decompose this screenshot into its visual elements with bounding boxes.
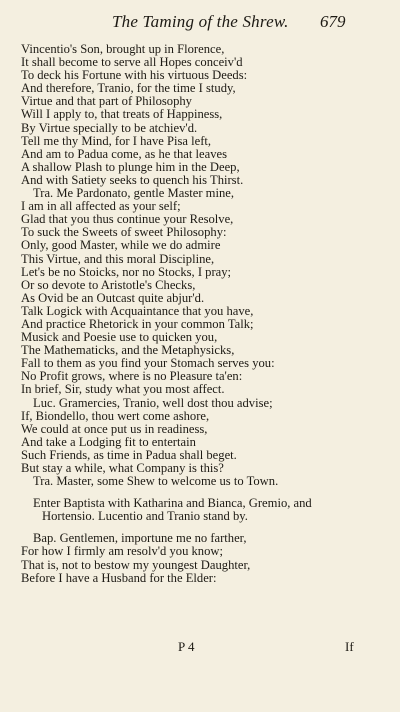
text-line: Fall to them as you find your Stomach serves you: — [21, 357, 275, 371]
text-line: For how I firmly am resolv'd you know; — [21, 545, 223, 559]
text-line: If, Biondello, thou wert come ashore, — [21, 409, 210, 423]
signature-mark: P 4 — [178, 639, 195, 654]
page-number: 679 — [320, 12, 346, 31]
text-line: Only, good Master, while we do admire — [21, 239, 221, 253]
text-line: To deck his Fortune with his virtuous Deeds: — [21, 69, 248, 83]
text-line: Talk Logick with Acquaintance that you have, — [21, 304, 254, 318]
text-line: It shall become to serve all Hopes conceiv'd — [21, 56, 243, 70]
text-line: I am in all affected as your self; — [21, 200, 181, 214]
running-title: The Taming of the Shrew. — [112, 12, 289, 31]
text-line: Will I apply to, that treats of Happiness, — [21, 108, 223, 122]
text-line: Such Friends, as time in Padua shall beget. — [21, 448, 237, 462]
stage-direction: Hortensio. Lucentio and Tranio stand by. — [42, 510, 248, 524]
text-line: And am to Padua come, as he that leaves — [21, 147, 227, 161]
text-line: A shallow Plash to plunge him in the Deep, — [21, 160, 240, 174]
text-line: Let's be no Stoicks, nor no Stocks, I pray; — [21, 265, 232, 279]
text-line: Tell me thy Mind, for I have Pisa left, — [21, 134, 212, 148]
text-line: Musick and Poesie use to quicken you, — [21, 331, 218, 345]
text-line: Glad that you thus continue your Resolve, — [21, 213, 234, 227]
text-line: Or so devote to Aristotle's Checks, — [21, 278, 196, 292]
text-line: And with Satiety seeks to quench his Thirst. — [21, 173, 244, 187]
text-line: Before I have a Husband for the Elder: — [21, 571, 217, 585]
text-line: But stay a while, what Company is this? — [21, 462, 224, 475]
text-line: Virtue and that part of Philosophy — [21, 95, 192, 109]
speech-line: Tra. Me Pardonato, gentle Master mine, — [33, 187, 234, 201]
text-line: We could at once put us in readiness, — [21, 422, 208, 436]
speech-line: Tra. Master, some Shew to welcome us to Town. — [33, 475, 279, 489]
text-line: This Virtue, and this moral Discipline, — [21, 252, 215, 266]
text-line: And practice Rhetorick in your common Talk; — [21, 317, 254, 331]
catchword: If — [345, 639, 354, 654]
text-line: That is, not to bestow my youngest Daughter, — [21, 558, 251, 572]
text-line: By Virtue specially to be atchiev'd. — [21, 121, 198, 135]
text-line: Vincentio's Son, brought up in Florence, — [21, 43, 225, 56]
verse-text — [0, 43, 400, 585]
text-line: To suck the Sweets of sweet Philosophy: — [21, 226, 227, 240]
speech-line: Bap. Gentlemen, importune me no farther, — [33, 532, 247, 546]
spacer — [0, 488, 400, 497]
stage-direction: Enter Baptista with Katharina and Bianca, Gremio, and — [33, 497, 312, 511]
text-line: As Ovid be an Outcast quite abjur'd. — [21, 291, 205, 305]
text-line: And therefore, Tranio, for the time I study, — [21, 82, 236, 96]
text-line: The Mathematicks, and the Metaphysicks, — [21, 344, 235, 358]
text-line: No Profit grows, where is no Pleasure ta'en: — [21, 370, 243, 384]
speech-line: Luc. Gramercies, Tranio, well dost thou advise; — [33, 396, 273, 410]
spacer — [0, 523, 400, 532]
text-line: And take a Lodging fit to entertain — [21, 435, 196, 449]
text-line: In brief, Sir, study what you most affect. — [21, 383, 225, 397]
